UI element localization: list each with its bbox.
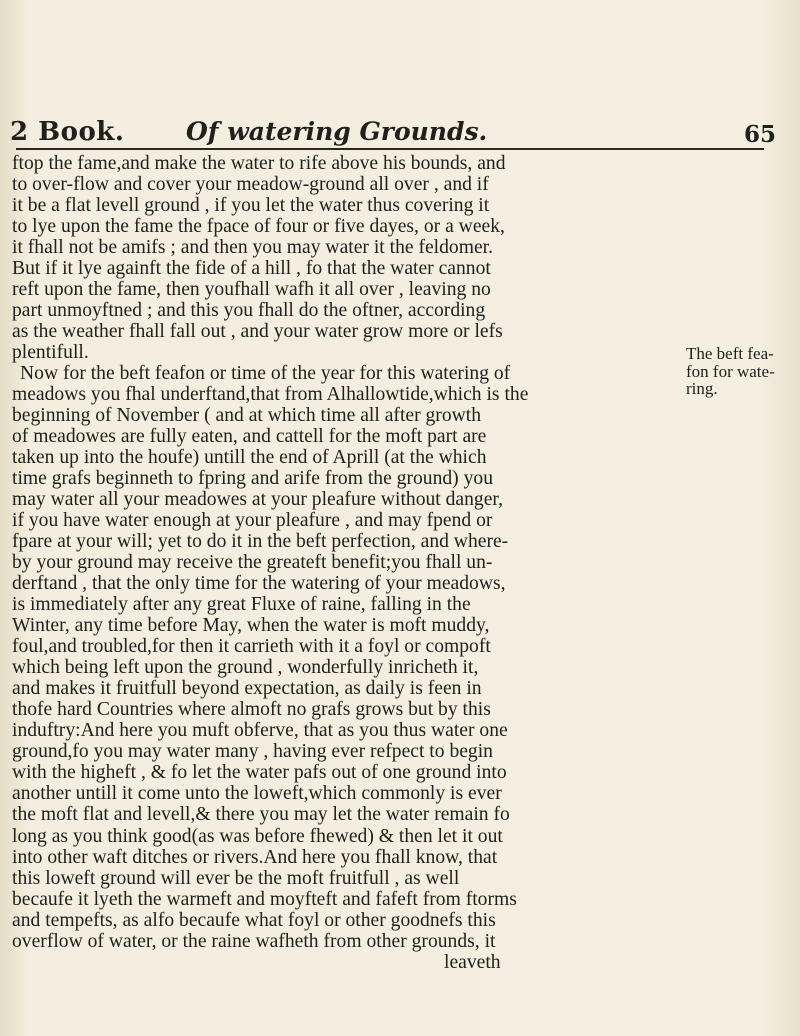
text-line: which being left upon the ground , wonderfully inricheth it, <box>12 657 479 679</box>
text-line: into other waft ditches or rivers.And here you fhall know, that <box>12 846 498 868</box>
text-line: foul,and troubled,for then it carrieth with it a foyl or compoft <box>12 636 491 658</box>
text-line: beginning of November ( and at which time all after growth <box>12 405 482 427</box>
text-line: long as you think good(as was before fhewed) & then let it out <box>12 825 503 847</box>
text-line: and makes it fruitfull beyond expectation, as daily is feen in <box>12 678 482 700</box>
marginal-note-line: The beft fea- <box>686 344 774 363</box>
text-line: part unmoyftned ; and this you fhall do the oftner, according <box>12 300 486 322</box>
text-line: reft upon the fame, then youfhall wafh it all over , leaving no <box>12 279 491 301</box>
text-line: Winter, any time before May, when the water is moft muddy, <box>12 615 490 637</box>
text-line: by your ground may receive the greateft benefit;you fhall un- <box>12 552 493 574</box>
text-line: this loweft ground will ever be the moft fruitfull , as well <box>12 867 460 889</box>
text-line: time grafs beginneth to fpring and arife from the ground) you <box>12 468 493 490</box>
text-line: Now for the beft feafon or time of the year for this watering of <box>20 363 511 385</box>
text-line: it be a flat levell ground , if you let the water thus covering it <box>12 195 490 217</box>
body-text <box>12 153 612 973</box>
text-line: overflow of water, or the raine wafheth from other grounds, it <box>12 930 496 952</box>
text-line: But if it lye againft the fide of a hill , fo that the water cannot <box>12 258 491 280</box>
text-line: plentifull. <box>12 342 89 364</box>
text-line: ftop the fame,and make the water to rife above his bounds, and <box>12 153 506 174</box>
text-line: induftry:And here you muft obferve, that as you thus water one <box>12 720 508 742</box>
text-line: fpare at your will; yet to do it in the beft perfection, and where- <box>12 531 509 553</box>
text-line: taken up into the houfe) untill the end of Aprill (at the which <box>12 447 487 469</box>
text-line: to over-flow and cover your meadow-ground all over , and if <box>12 174 489 196</box>
text-line: ground,fo you may water many , having ever refpect to begin <box>12 741 493 763</box>
page-number: 65 <box>743 121 776 148</box>
text-line: to lye upon the fame the fpace of four or five dayes, or a week, <box>12 216 505 238</box>
text-line: meadows you fhal underftand,that from Alhallowtide,which is the <box>12 384 529 406</box>
text-line: is immediately after any great Fluxe of raine, falling in the <box>12 594 471 616</box>
text-line: may water all your meadowes at your pleafure without danger, <box>12 489 504 511</box>
text-line: if you have water enough at your pleafure , and may fpend or <box>12 510 493 532</box>
text-line: the moft flat and levell,& there you may let the water remain fo <box>12 804 510 826</box>
marginal-note-line: fon for wate- <box>686 361 775 381</box>
running-title: Of watering Grounds. <box>186 117 488 146</box>
book-number: 2 Book. <box>10 117 125 147</box>
catchword: leaveth <box>444 951 501 973</box>
marginal-note-line: ring. <box>686 379 718 398</box>
page-header <box>10 117 790 157</box>
text-line: and tempefts, as alfo becaufe what foyl or other goodnefs this <box>12 909 496 931</box>
marginal-note <box>686 345 796 398</box>
text-line: it fhall not be amifs ; and then you may water it the feldomer. <box>12 237 494 259</box>
header-rule <box>16 148 764 150</box>
text-line: becaufe it lyeth the warmeft and moyfteft and fafeft from ftorms <box>12 888 517 910</box>
text-line: another untill it come unto the loweft,which commonly is ever <box>12 783 502 805</box>
text-line: as the weather fhall fall out , and your water grow more or lefs <box>12 321 503 343</box>
text-line: of meadowes are fully eaten, and cattell for the moft part are <box>12 426 487 448</box>
text-line: derftand , that the only time for the watering of your meadows, <box>12 573 506 595</box>
text-line: thofe hard Countries where almoft no grafs grows but by this <box>12 699 491 721</box>
text-line: with the higheft , & fo let the water pafs out of one ground into <box>12 762 507 784</box>
